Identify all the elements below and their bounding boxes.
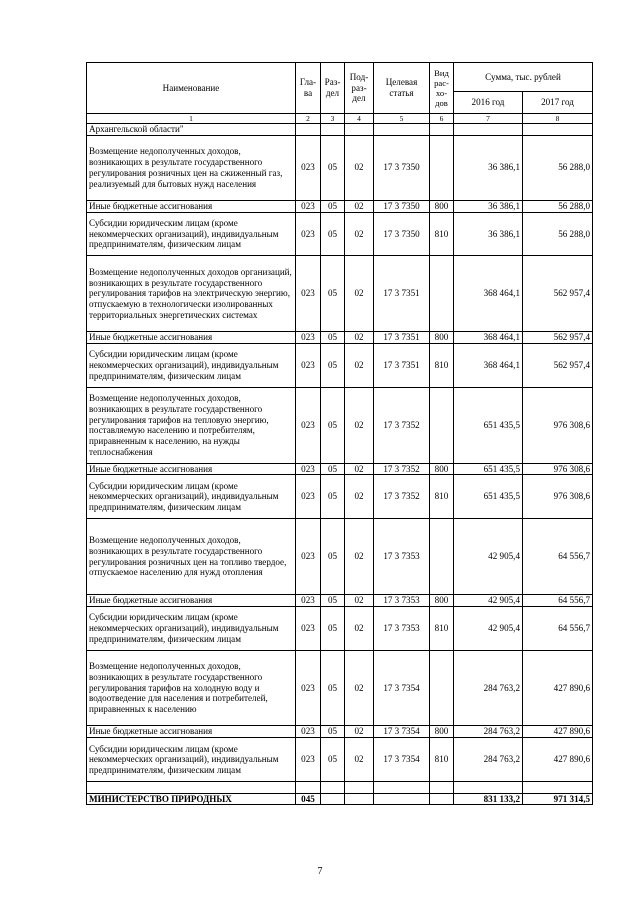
column-number-cell: 4 [345, 114, 374, 124]
cell-glava: 023 [296, 387, 321, 463]
cell-sum-2016: 368 464,1 [454, 332, 523, 344]
cell-tselevaya: 17 3 7352 [374, 475, 430, 519]
table-row [87, 606, 593, 650]
cell-razdel: 05 [321, 738, 345, 782]
cell-tselevaya: 17 3 7352 [374, 387, 430, 463]
cell-tselevaya [374, 793, 430, 805]
cell-name: Иные бюджетные ассигнования [87, 332, 296, 344]
cell-name: Возмещение недополученных доходов, возникающих в результате государственного регулирования розничных цен на сжиженный газ, реализуемый для бытовых нужд населения [87, 135, 296, 200]
cell-tselevaya [374, 124, 430, 136]
cell-tselevaya: 17 3 7350 [374, 212, 430, 256]
cell-tselevaya: 17 3 7352 [374, 463, 430, 475]
cell-glava: 023 [296, 475, 321, 519]
cell-sum-2017: 427 890,6 [523, 726, 593, 738]
cell-vid [430, 256, 454, 332]
header-vid: Вид рас- хо- дов [430, 63, 454, 114]
cell-name: Субсидии юридическим лицам (кроме некоммерческих организаций), индивидуальным предпринимателям, физическим лицам [87, 738, 296, 782]
cell-sum-2017: 976 308,6 [523, 463, 593, 475]
table-row [87, 256, 593, 332]
cell-sum-2016: 368 464,1 [454, 256, 523, 332]
cell-sum-2016: 651 435,5 [454, 463, 523, 475]
cell-sum-2017: 971 314,5 [523, 793, 593, 805]
cell-podrazdel: 02 [345, 519, 374, 595]
cell-vid: 810 [430, 738, 454, 782]
cell-razdel: 05 [321, 212, 345, 256]
column-number-row [87, 114, 593, 124]
cell-tselevaya: 17 3 7354 [374, 650, 430, 726]
cell-glava: 023 [296, 135, 321, 200]
table-row [87, 726, 593, 738]
cell-sum-2016: 831 133,2 [454, 793, 523, 805]
cell-name: Субсидии юридическим лицам (кроме некоммерческих организаций), индивидуальным предпринимателям, физическим лицам [87, 475, 296, 519]
header-year-2017: 2017 год [523, 92, 593, 114]
cell-razdel [321, 124, 345, 136]
cell-glava: 023 [296, 650, 321, 726]
cell-sum-2017: 56 288,0 [523, 212, 593, 256]
page-number: 7 [317, 866, 323, 877]
cell-glava [296, 124, 321, 136]
cell-sum-2017: 562 957,4 [523, 343, 593, 387]
cell-glava: 023 [296, 726, 321, 738]
cell-sum-2016: 36 386,1 [454, 212, 523, 256]
cell-sum-2016 [454, 124, 523, 136]
cell-razdel: 05 [321, 200, 345, 212]
cell-glava: 023 [296, 332, 321, 344]
cell-tselevaya: 17 3 7353 [374, 595, 430, 607]
cell-tselevaya: 17 3 7353 [374, 606, 430, 650]
cell-vid [430, 650, 454, 726]
cell-podrazdel: 02 [345, 387, 374, 463]
cell-razdel: 05 [321, 726, 345, 738]
cell-name: Иные бюджетные ассигнования [87, 595, 296, 607]
cell-glava: 023 [296, 738, 321, 782]
cell-podrazdel: 02 [345, 726, 374, 738]
cell-podrazdel: 02 [345, 200, 374, 212]
cell-sum-2017: 562 957,4 [523, 256, 593, 332]
cell-vid: 810 [430, 606, 454, 650]
cell-name: Возмещение недополученных доходов, возникающих в результате государственного регулирования тарифов на холодную воду и водоотведение для населения и потребителей, приравненных к населению [87, 650, 296, 726]
cell-vid: 810 [430, 475, 454, 519]
cell-glava: 023 [296, 343, 321, 387]
cell-name [87, 781, 296, 793]
cell-tselevaya: 17 3 7350 [374, 200, 430, 212]
cell-sum-2017 [523, 124, 593, 136]
cell-name: МИНИСТЕРСТВО ПРИРОДНЫХ [87, 793, 296, 805]
cell-sum-2017: 427 890,6 [523, 650, 593, 726]
cell-glava: 023 [296, 606, 321, 650]
header-razdel: Раз- дел [321, 63, 345, 114]
cell-sum-2017: 64 556,7 [523, 519, 593, 595]
cell-name: Субсидии юридическим лицам (кроме некоммерческих организаций), индивидуальным предпринимателям, физическим лицам [87, 606, 296, 650]
cell-vid: 800 [430, 595, 454, 607]
cell-sum-2017: 56 288,0 [523, 200, 593, 212]
cell-podrazdel: 02 [345, 332, 374, 344]
cell-sum-2017: 976 308,6 [523, 387, 593, 463]
cell-name: Возмещение недополученных доходов организаций, возникающих в результате государственного регулирования тарифов на электрическую энергию, отпускаемую в технологически изолированных территориальных энергетических системах [87, 256, 296, 332]
cell-sum-2016: 284 763,2 [454, 726, 523, 738]
cell-tselevaya [374, 781, 430, 793]
cell-sum-2016: 651 435,5 [454, 387, 523, 463]
cell-tselevaya: 17 3 7351 [374, 343, 430, 387]
cell-tselevaya: 17 3 7351 [374, 332, 430, 344]
cell-glava [296, 781, 321, 793]
cell-vid [430, 387, 454, 463]
table-row [87, 463, 593, 475]
cell-name: Иные бюджетные ассигнования [87, 463, 296, 475]
cell-podrazdel: 02 [345, 212, 374, 256]
cell-sum-2016: 36 386,1 [454, 135, 523, 200]
cell-name: Субсидии юридическим лицам (кроме некоммерческих организаций), индивидуальным предпринимателям, физическим лицам [87, 343, 296, 387]
cell-vid [430, 793, 454, 805]
cell-glava: 023 [296, 595, 321, 607]
column-number-cell: 5 [374, 114, 430, 124]
cell-podrazdel: 02 [345, 475, 374, 519]
cell-sum-2017: 64 556,7 [523, 606, 593, 650]
cell-name: Субсидии юридическим лицам (кроме некоммерческих организаций), индивидуальным предпринимателям, физическим лицам [87, 212, 296, 256]
cell-vid [430, 135, 454, 200]
header-year-2016: 2016 год [454, 92, 523, 114]
cell-podrazdel: 02 [345, 650, 374, 726]
cell-razdel: 05 [321, 332, 345, 344]
cell-podrazdel: 02 [345, 256, 374, 332]
cell-razdel: 05 [321, 519, 345, 595]
cell-name: Архангельской области" [87, 124, 296, 136]
cell-sum-2016: 42 905,4 [454, 595, 523, 607]
column-number-cell: 7 [454, 114, 523, 124]
cell-tselevaya: 17 3 7354 [374, 726, 430, 738]
cell-sum-2017: 64 556,7 [523, 595, 593, 607]
cell-vid: 800 [430, 463, 454, 475]
cell-vid [430, 781, 454, 793]
cell-razdel [321, 781, 345, 793]
cell-vid: 810 [430, 343, 454, 387]
cell-razdel: 05 [321, 606, 345, 650]
cell-sum-2016: 651 435,5 [454, 475, 523, 519]
cell-tselevaya: 17 3 7350 [374, 135, 430, 200]
cell-glava: 023 [296, 200, 321, 212]
table-row [87, 738, 593, 782]
cell-vid: 800 [430, 726, 454, 738]
cell-name: Иные бюджетные ассигнования [87, 200, 296, 212]
cell-razdel: 05 [321, 595, 345, 607]
cell-podrazdel [345, 793, 374, 805]
cell-glava: 023 [296, 256, 321, 332]
table-row [87, 793, 593, 805]
header-name: Наименование [87, 63, 296, 114]
cell-sum-2017: 562 957,4 [523, 332, 593, 344]
cell-podrazdel [345, 781, 374, 793]
cell-sum-2017: 56 288,0 [523, 135, 593, 200]
header-summa: Сумма, тыс. рублей [454, 63, 593, 92]
cell-name: Возмещение недополученных доходов, возникающих в результате государственного регулирования тарифов на тепловую энергию, поставляемую населению и потребителям, приравненным к населению, на нужды теплоснабжения [87, 387, 296, 463]
cell-vid [430, 124, 454, 136]
table-row [87, 595, 593, 607]
cell-glava: 045 [296, 793, 321, 805]
column-number-cell: 8 [523, 114, 593, 124]
cell-sum-2017: 976 308,6 [523, 475, 593, 519]
cell-sum-2016: 42 905,4 [454, 519, 523, 595]
cell-razdel: 05 [321, 475, 345, 519]
cell-podrazdel: 02 [345, 135, 374, 200]
table-row [87, 200, 593, 212]
cell-vid: 810 [430, 212, 454, 256]
cell-tselevaya: 17 3 7351 [374, 256, 430, 332]
cell-razdel: 05 [321, 650, 345, 726]
cell-razdel: 05 [321, 343, 345, 387]
cell-podrazdel: 02 [345, 343, 374, 387]
cell-sum-2016: 368 464,1 [454, 343, 523, 387]
header-glava: Гла- ва [296, 63, 321, 114]
cell-sum-2016: 284 763,2 [454, 650, 523, 726]
cell-razdel: 05 [321, 387, 345, 463]
cell-vid [430, 519, 454, 595]
cell-sum-2016 [454, 781, 523, 793]
cell-vid: 800 [430, 200, 454, 212]
cell-sum-2016: 36 386,1 [454, 200, 523, 212]
cell-tselevaya: 17 3 7353 [374, 519, 430, 595]
cell-razdel [321, 793, 345, 805]
table-row [87, 343, 593, 387]
cell-glava: 023 [296, 519, 321, 595]
header-tselevaya: Целевая статья [374, 63, 430, 114]
table-body [87, 124, 593, 805]
cell-razdel: 05 [321, 135, 345, 200]
cell-sum-2017: 427 890,6 [523, 738, 593, 782]
table-row [87, 332, 593, 344]
table-row [87, 135, 593, 200]
cell-sum-2016: 42 905,4 [454, 606, 523, 650]
budget-table [86, 62, 593, 805]
cell-sum-2017 [523, 781, 593, 793]
column-number-cell: 3 [321, 114, 345, 124]
cell-vid: 800 [430, 332, 454, 344]
cell-podrazdel: 02 [345, 738, 374, 782]
cell-glava: 023 [296, 463, 321, 475]
cell-name: Возмещение недополученных доходов, возникающих в результате государственного регулирования розничных цен на топливо твердое, отпускаемое населению для нужд отопления [87, 519, 296, 595]
table-row [87, 781, 593, 793]
table-row [87, 124, 593, 136]
cell-podrazdel: 02 [345, 463, 374, 475]
cell-podrazdel: 02 [345, 606, 374, 650]
table-row [87, 212, 593, 256]
cell-razdel: 05 [321, 463, 345, 475]
cell-razdel: 05 [321, 256, 345, 332]
header-podrazdel: Под- раз- дел [345, 63, 374, 114]
table-row [87, 650, 593, 726]
column-number-cell: 2 [296, 114, 321, 124]
cell-podrazdel [345, 124, 374, 136]
cell-podrazdel: 02 [345, 595, 374, 607]
column-number-cell: 6 [430, 114, 454, 124]
cell-name: Иные бюджетные ассигнования [87, 726, 296, 738]
cell-tselevaya: 17 3 7354 [374, 738, 430, 782]
column-number-cell: 1 [87, 114, 296, 124]
table-row [87, 519, 593, 595]
table-row [87, 387, 593, 463]
cell-sum-2016: 284 763,2 [454, 738, 523, 782]
table-row [87, 475, 593, 519]
cell-glava: 023 [296, 212, 321, 256]
